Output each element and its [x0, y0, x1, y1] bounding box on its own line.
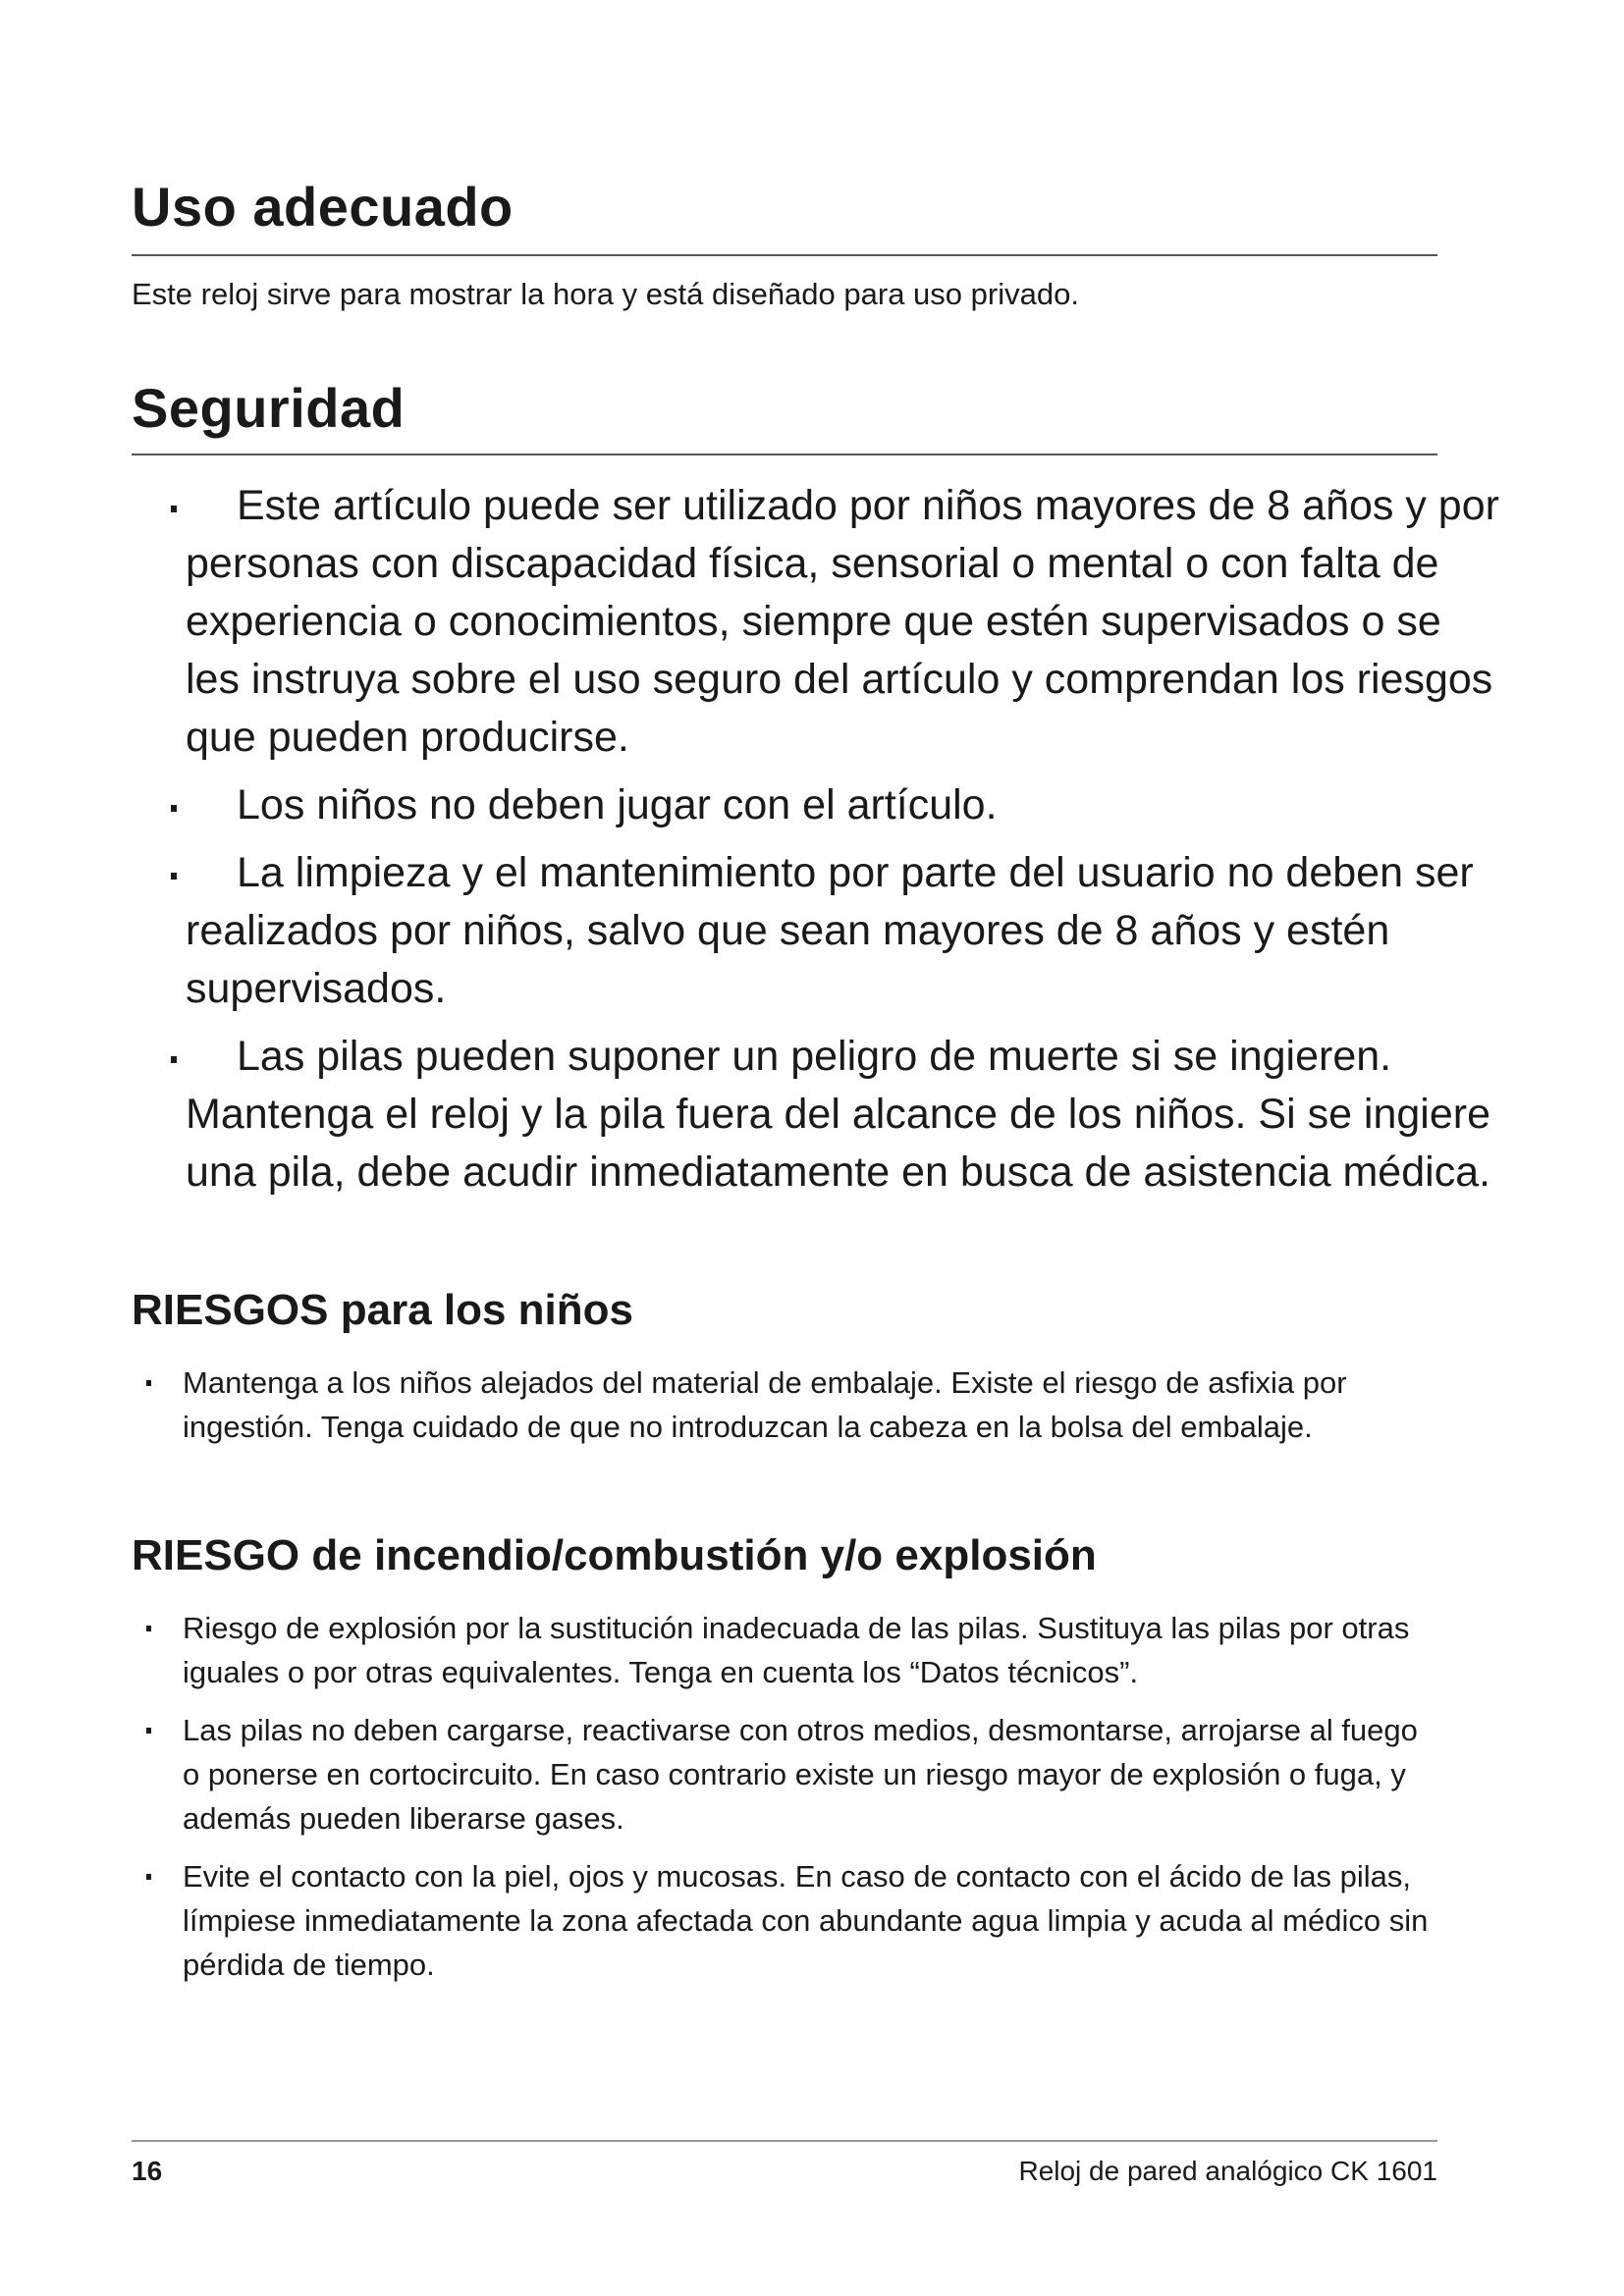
section-title-uso-adecuado: Uso adecuado — [132, 176, 514, 238]
bullet-icon — [171, 805, 177, 812]
list-item-text: Este artículo puede ser utilizado por niños mayores de 8 años y por personas con discapacidad física, sensorial o mental o con falta de experiencia o conocimientos, siempre que estén supervisados o se les instruya sobre el uso seguro del artículo y comprendan los riesgos que pueden producirse. — [186, 482, 1499, 761]
bullet-icon — [146, 1380, 151, 1386]
list-item — [132, 477, 1506, 767]
section-title-riesgos-ninos: RIESGOS para los niños — [132, 1286, 634, 1334]
list-item — [132, 1854, 1437, 1987]
product-name: Reloj de pared analógico CK 1601 — [1018, 2156, 1437, 2186]
section-title-seguridad: Seguridad — [132, 377, 406, 439]
list-item — [132, 776, 1506, 834]
list-item — [132, 1361, 1437, 1449]
bullet-icon — [171, 873, 177, 880]
list-item-text: Las pilas pueden suponer un peligro de muerte si se ingieren. Mantenga el reloj y la pila fuera del alcance de los niños. Si se ingiere una pila, debe acudir inmediatamente en busca de asistencia médica. — [186, 1033, 1491, 1196]
list-item-text: La limpieza y el mantenimiento por parte del usuario no deben ser realizados por niños, salvo que sean mayores de 8 años y estén supervisados. — [186, 849, 1474, 1012]
list-item-text: Las pilas no deben cargarse, reactivarse con otros medios, desmontarse, arrojarse al fuego o ponerse en cortocircuito. En caso contrario existe un riesgo mayor de explosión o fuga, y además pueden liberarse gases. — [183, 1713, 1418, 1836]
bullet-icon — [171, 506, 177, 512]
bullet-icon — [146, 1874, 151, 1880]
list-item — [132, 844, 1506, 1018]
section-title-riesgo-incendio: RIESGO de incendio/combustión y/o explosión — [132, 1531, 1097, 1579]
list-item-text: Los niños no deben jugar con el artículo. — [237, 781, 998, 828]
bullet-icon — [171, 1056, 177, 1063]
footer-divider — [132, 2140, 1437, 2142]
riesgo-incendio-list — [132, 1606, 1437, 2001]
divider — [132, 454, 1437, 455]
list-item — [132, 1028, 1506, 1201]
seguridad-list — [132, 477, 1506, 1211]
list-item-text: Riesgo de explosión por la sustitución inadecuada de las pilas. Sustituya las pilas por otras iguales o por otras equivalentes. Tenga en cuenta los “Datos técnicos”. — [183, 1611, 1410, 1689]
divider — [132, 254, 1437, 256]
bullet-icon — [146, 1626, 151, 1631]
page-number: 16 — [132, 2156, 163, 2186]
list-item — [132, 1606, 1437, 1694]
list-item-text: Mantenga a los niños alejados del material de embalaje. Existe el riesgo de asfixia por ingestión. Tenga cuidado de que no introduzcan la cabeza en la bolsa del embalaje. — [183, 1365, 1347, 1444]
bullet-icon — [146, 1728, 151, 1734]
uso-adecuado-text: Este reloj sirve para mostrar la hora y está diseñado para uso privado. — [132, 277, 1079, 311]
list-item-text: Evite el contacto con la piel, ojos y mucosas. En caso de contacto con el ácido de las pilas, límpiese inmediatamente la zona afectada con abundante agua limpia y acuda al médico sin pérdida de tiempo. — [183, 1859, 1429, 1982]
riesgos-ninos-list — [132, 1361, 1437, 1463]
list-item — [132, 1708, 1437, 1841]
